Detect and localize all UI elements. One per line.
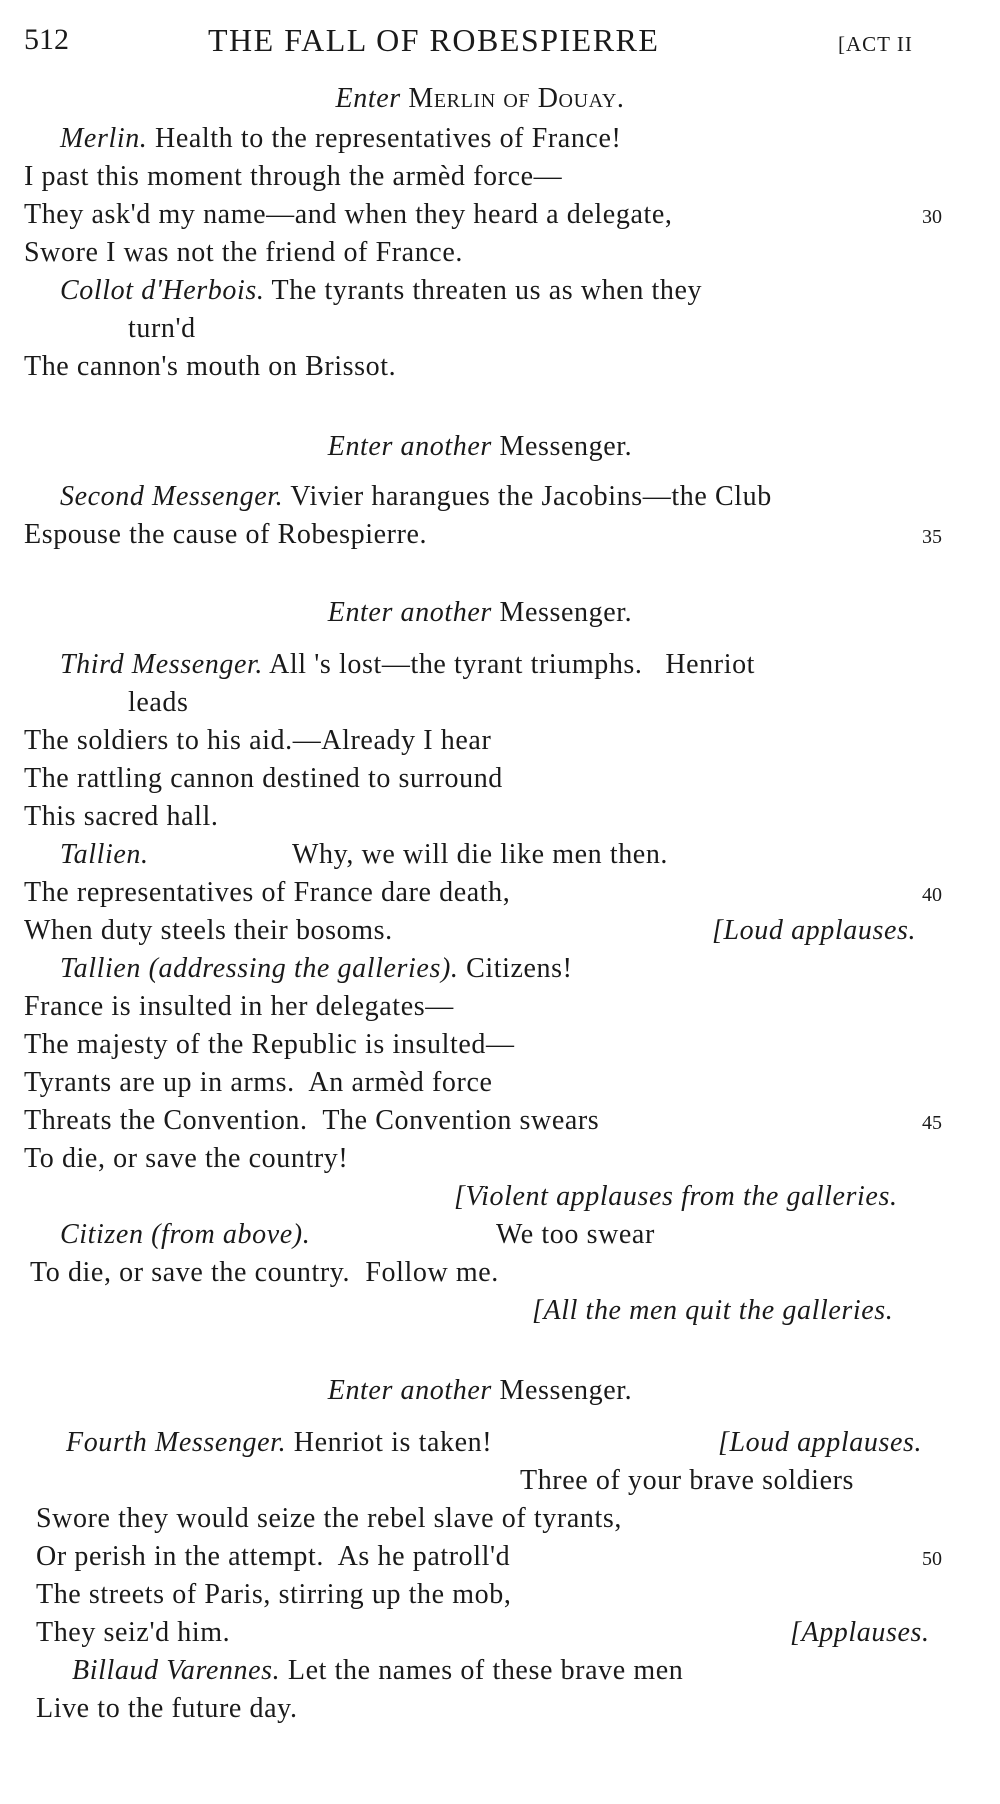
stage-direction-enter-messenger — [0, 596, 960, 630]
verse-line: I past this moment through the armèd force— — [24, 161, 563, 192]
verse-line: Swore they would seize the rebel slave of tyrants, — [36, 1503, 622, 1534]
verse-line: Live to the future day. — [36, 1693, 298, 1724]
line-text: The tyrants threaten us as when they — [271, 275, 703, 306]
page-number: 512 — [24, 23, 69, 56]
stage-direction: [Applauses. — [790, 1617, 930, 1648]
verse-line: The representatives of France dare death, — [24, 877, 511, 908]
verse-line: When duty steels their bosoms. — [24, 915, 393, 946]
verse-line — [60, 480, 772, 514]
verse-line — [66, 1426, 492, 1460]
verse-line: They ask'd my name—and when they heard a delegate, — [24, 199, 673, 230]
line-number: 45 — [922, 1112, 942, 1134]
verse-line: To die, or save the country. Follow me. — [30, 1257, 499, 1288]
verse-line — [60, 274, 702, 308]
line-text: Let the names of these brave men — [287, 1655, 684, 1686]
character-name: Merlin of Douay. — [408, 83, 625, 114]
line-number: 35 — [922, 526, 942, 548]
verse-line-continuation: Three of your brave soldiers — [520, 1465, 855, 1496]
speaker-label: Tallien (addressing the galleries). — [60, 953, 459, 984]
verse-line: Or perish in the attempt. As he patroll'd — [36, 1541, 511, 1572]
stage-direction: [Loud applauses. — [712, 915, 917, 946]
verse-line: The majesty of the Republic is insulted— — [24, 1029, 515, 1060]
verse-line: The streets of Paris, stirring up the mob, — [36, 1579, 512, 1610]
verse-line: We too swear — [496, 1219, 655, 1250]
line-text: Henriot is taken! — [293, 1427, 493, 1458]
speaker-label: Fourth Messenger. — [66, 1427, 287, 1458]
verse-line: To die, or save the country! — [24, 1143, 349, 1174]
verse-line — [60, 122, 621, 156]
verse-line: Tyrants are up in arms. An armèd force — [24, 1067, 493, 1098]
character-name: Messenger. — [499, 1375, 633, 1406]
act-indicator: [ACT II — [838, 32, 913, 56]
stage-direction-enter-messenger — [0, 430, 960, 464]
verse-line: France is insulted in her delegates— — [24, 991, 454, 1022]
verse-line: The rattling cannon destined to surround — [24, 763, 503, 794]
verse-line — [60, 952, 573, 986]
verse-line: Threats the Convention. The Convention swears — [24, 1105, 600, 1136]
speaker-label: Second Messenger. — [60, 481, 284, 512]
stage-direction-verb: Enter another — [327, 431, 492, 462]
speaker-label: Collot d'Herbois. — [60, 275, 265, 306]
line-number: 40 — [922, 884, 942, 906]
speaker-label: Billaud Varennes. — [72, 1655, 281, 1686]
verse-line-continuation: turn'd — [128, 313, 196, 344]
speaker-label: Citizen (from above). — [60, 1219, 311, 1250]
stage-direction-enter-merlin — [0, 82, 960, 116]
verse-line — [72, 1654, 683, 1688]
speaker-label: Merlin. — [60, 123, 148, 154]
stage-direction: [All the men quit the galleries. — [532, 1295, 894, 1326]
verse-line: Swore I was not the friend of France. — [24, 237, 463, 268]
verse-line — [60, 1218, 310, 1252]
character-name: Messenger. — [499, 597, 633, 628]
stage-direction: [Loud applauses. — [718, 1427, 923, 1458]
line-text: All 's lost—the tyrant triumphs. Henriot — [269, 649, 756, 680]
verse-line: The soldiers to his aid.—Already I hear — [24, 725, 492, 756]
stage-direction-verb: Enter — [335, 83, 401, 114]
stage-direction-enter-messenger — [0, 1374, 960, 1408]
verse-line — [60, 838, 149, 872]
verse-line: This sacred hall. — [24, 801, 219, 832]
speaker-label: Third Messenger. — [60, 649, 264, 680]
verse-line — [60, 648, 755, 682]
line-text: Health to the representatives of France! — [155, 123, 622, 154]
running-title: THE FALL OF ROBESPIERRE — [208, 22, 660, 58]
stage-direction-verb: Enter another — [327, 1375, 492, 1406]
line-number: 50 — [922, 1548, 942, 1570]
verse-line: The cannon's mouth on Brissot. — [24, 351, 397, 382]
stage-direction: [Violent applauses from the galleries. — [454, 1181, 898, 1212]
verse-line: Espouse the cause of Robespierre. — [24, 519, 428, 550]
line-number: 30 — [922, 206, 942, 228]
verse-line: Why, we will die like men then. — [292, 839, 669, 870]
verse-line-continuation: leads — [128, 687, 189, 718]
verse-line: They seiz'd him. — [36, 1617, 231, 1648]
character-name: Messenger. — [499, 431, 633, 462]
speaker-label: Tallien. — [60, 839, 149, 870]
line-text: Vivier harangues the Jacobins—the Club — [290, 481, 772, 512]
stage-direction-verb: Enter another — [327, 597, 492, 628]
line-text: Citizens! — [466, 953, 573, 984]
